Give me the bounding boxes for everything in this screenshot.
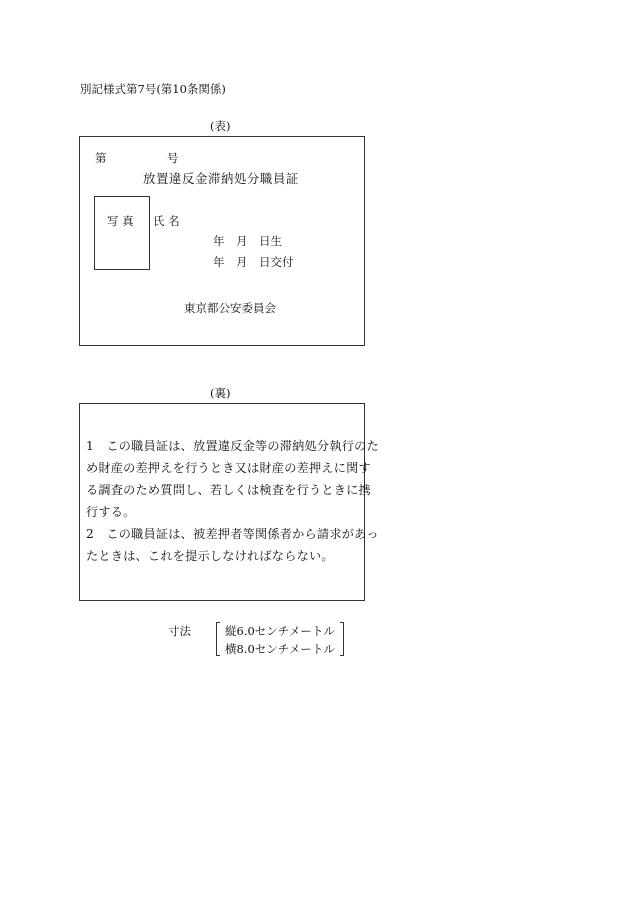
height-line: 縦6.0センチメートル bbox=[225, 624, 335, 638]
card-title: 放置違反金滞納処分職員証 bbox=[143, 171, 299, 186]
width-line: 横8.0センチメートル bbox=[225, 642, 335, 656]
birth-date-line: 年 月 日生 bbox=[213, 234, 282, 248]
back-heading: (裏) bbox=[210, 386, 231, 400]
left-bracket bbox=[216, 622, 220, 656]
front-card bbox=[79, 136, 365, 346]
right-bracket bbox=[340, 622, 344, 656]
back-text-line: 行する。 bbox=[86, 505, 136, 519]
issuer: 東京都公安委員会 bbox=[184, 301, 276, 315]
number-suffix: 号 bbox=[167, 151, 179, 165]
front-heading: (表) bbox=[210, 119, 231, 133]
dimensions-label: 寸法 bbox=[168, 624, 191, 638]
photo-box bbox=[94, 196, 150, 270]
issue-date-line: 年 月 日交付 bbox=[213, 255, 294, 269]
back-text-line: め財産の差押えを行うとき又は財産の差押えに関す bbox=[86, 461, 371, 475]
back-text-line: 1 この職員証は、放置違反金等の滞納処分執行のた bbox=[86, 439, 379, 453]
back-text-line: る調査のため質問し、若しくは検査を行うときに携 bbox=[86, 483, 371, 497]
name-label: 氏 名 bbox=[153, 214, 180, 228]
number-prefix: 第 bbox=[95, 151, 107, 165]
back-text-line: たときは、これを提示しなければならない。 bbox=[86, 549, 334, 563]
back-card bbox=[79, 403, 365, 601]
back-text-line: 2 この職員証は、被差押者等関係者から請求があっ bbox=[86, 527, 379, 541]
photo-label: 写 真 bbox=[107, 214, 134, 228]
form-caption: 別記様式第7号(第10条関係) bbox=[80, 82, 226, 96]
